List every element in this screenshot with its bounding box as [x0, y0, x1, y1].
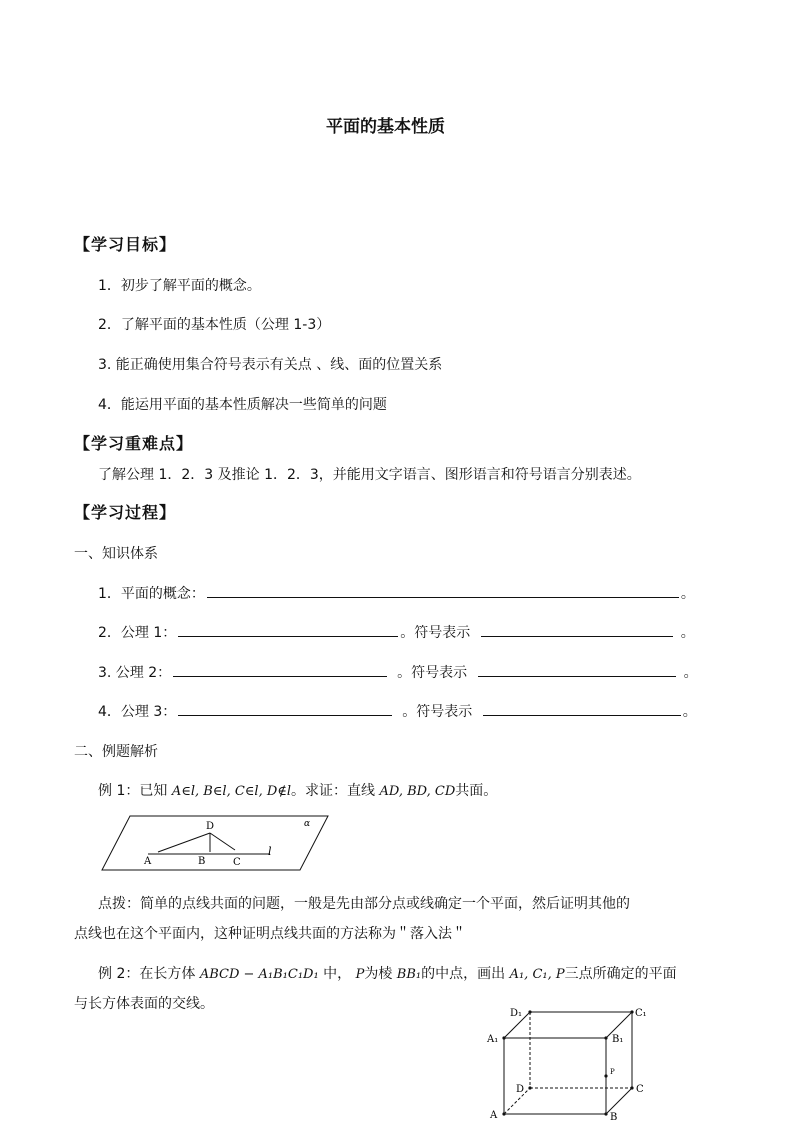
figure-1-plane-diagram [100, 814, 330, 872]
vertex-a1 [502, 1036, 505, 1039]
axiom-3-blank[interactable] [178, 701, 392, 716]
example-1-suffix: 共面。 [455, 783, 498, 799]
example-2-mid2: 为棱 [364, 966, 393, 982]
goal-item: 2．了解平面的基本性质（公理 1-3） [98, 317, 331, 333]
end-mark: 。 [683, 665, 698, 681]
front-face-aa1b1b [504, 1038, 606, 1114]
axiom-label: 4．公理 3： [98, 704, 177, 720]
key-points-text: 了解公理 1．2．3 及推论 1．2．3，并能用文字语言、图形语言和符号语言分别表述。 [98, 467, 641, 483]
plane-alpha-shape [102, 816, 328, 870]
axiom-3-symbol-blank[interactable] [483, 701, 681, 716]
example-2-line-2: 与长方体表面的交线。 [74, 996, 214, 1012]
label-c-vertex: C [636, 1084, 644, 1095]
vertex-b [604, 1112, 607, 1115]
label-b-vertex: B [610, 1112, 618, 1122]
symbol-label: 。符号表示 [397, 665, 468, 681]
vertex-d [528, 1086, 531, 1089]
axiom-1-line [98, 622, 695, 642]
label-c1: C₁ [635, 1008, 647, 1019]
example-1-lines: AD, BD, CD [379, 784, 456, 799]
end-mark: 。 [680, 625, 695, 641]
axiom-label: 3. 公理 2： [98, 665, 172, 681]
segment-ad [158, 833, 210, 852]
label-a: A [144, 856, 152, 867]
part1-heading: 一、知识体系 [74, 546, 158, 562]
example-2 [98, 963, 677, 983]
vertex-c [630, 1086, 633, 1089]
section-heading-key-points: 【学习重难点】 [74, 434, 194, 453]
label-d1: D₁ [510, 1008, 523, 1019]
page-title: 平面的基本性质 [326, 117, 445, 137]
label-p: P [610, 1068, 615, 1076]
label-a-vertex: A [490, 1110, 498, 1121]
symbol-label: 。符号表示 [402, 704, 473, 720]
label-a1: A₁ [487, 1034, 499, 1045]
label-b1: B₁ [612, 1034, 624, 1045]
example-2-prefix: 例 2：在长方体 [98, 966, 196, 982]
concept-line [98, 583, 695, 603]
concept-blank[interactable] [207, 583, 679, 598]
example-2-edge: BB₁ [396, 967, 422, 982]
example-2-solid: ABCD − A₁B₁C₁D₁ [199, 967, 319, 982]
tip-line-1: 点拨：简单的点线共面的问题，一般是先由部分点或线确定一个平面，然后证明其他的 [98, 896, 630, 912]
vertex-b1 [604, 1036, 607, 1039]
end-mark: 。 [682, 704, 697, 720]
edge-bc [606, 1088, 632, 1114]
vertex-p [604, 1074, 607, 1077]
section-heading-goals: 【学习目标】 [74, 235, 177, 254]
end-mark: 。 [680, 586, 695, 602]
axiom-2-blank[interactable] [173, 662, 387, 677]
example-2-points: A₁, C₁, P [509, 967, 565, 982]
label-d-vertex: D [516, 1084, 525, 1095]
axiom-label: 2．公理 1： [98, 625, 177, 641]
vertex-c1 [630, 1010, 633, 1013]
section-heading-process: 【学习过程】 [74, 503, 177, 522]
label-b: B [198, 856, 206, 867]
example-2-suffix: 三点所确定的平面 [564, 966, 677, 982]
goal-item: 4．能运用平面的基本性质解决一些简单的问题 [98, 397, 387, 413]
label-alpha: α [304, 819, 311, 829]
concept-label: 1．平面的概念： [98, 586, 205, 602]
axiom-2-symbol-blank[interactable] [478, 662, 676, 677]
goal-item: 3. 能正确使用集合符号表示有关点 、线、面的位置关系 [98, 357, 443, 373]
axiom-3-line [98, 701, 697, 721]
label-l: l [268, 845, 272, 858]
vertex-a [502, 1112, 505, 1115]
symbol-label: 。符号表示 [400, 625, 471, 641]
segment-dc [210, 833, 235, 850]
axiom-1-symbol-blank[interactable] [481, 622, 673, 637]
tip-line-2: 点线也在这个平面内，这种证明点线共面的方法称为＂落入法＂ [74, 926, 466, 942]
example-1 [98, 780, 497, 800]
figure-2-cuboid-diagram [486, 1002, 656, 1122]
label-d: D [206, 821, 215, 832]
axiom-2-line [98, 662, 698, 682]
example-1-condition: A∈l, B∈l, C∈l, D∉l [171, 784, 292, 799]
axiom-1-blank[interactable] [178, 622, 398, 637]
example-1-middle: 。求证：直线 [291, 783, 376, 799]
example-2-mid3: 的中点，画出 [421, 966, 506, 982]
example-1-prefix: 例 1：已知 [98, 783, 168, 799]
example-2-point: P [355, 967, 365, 982]
goal-item: 1．初步了解平面的概念。 [98, 278, 261, 294]
vertex-d1 [528, 1010, 531, 1013]
label-c: C [233, 857, 241, 868]
example-2-mid1: 中， [323, 966, 352, 982]
part2-heading: 二、例题解析 [74, 744, 158, 760]
